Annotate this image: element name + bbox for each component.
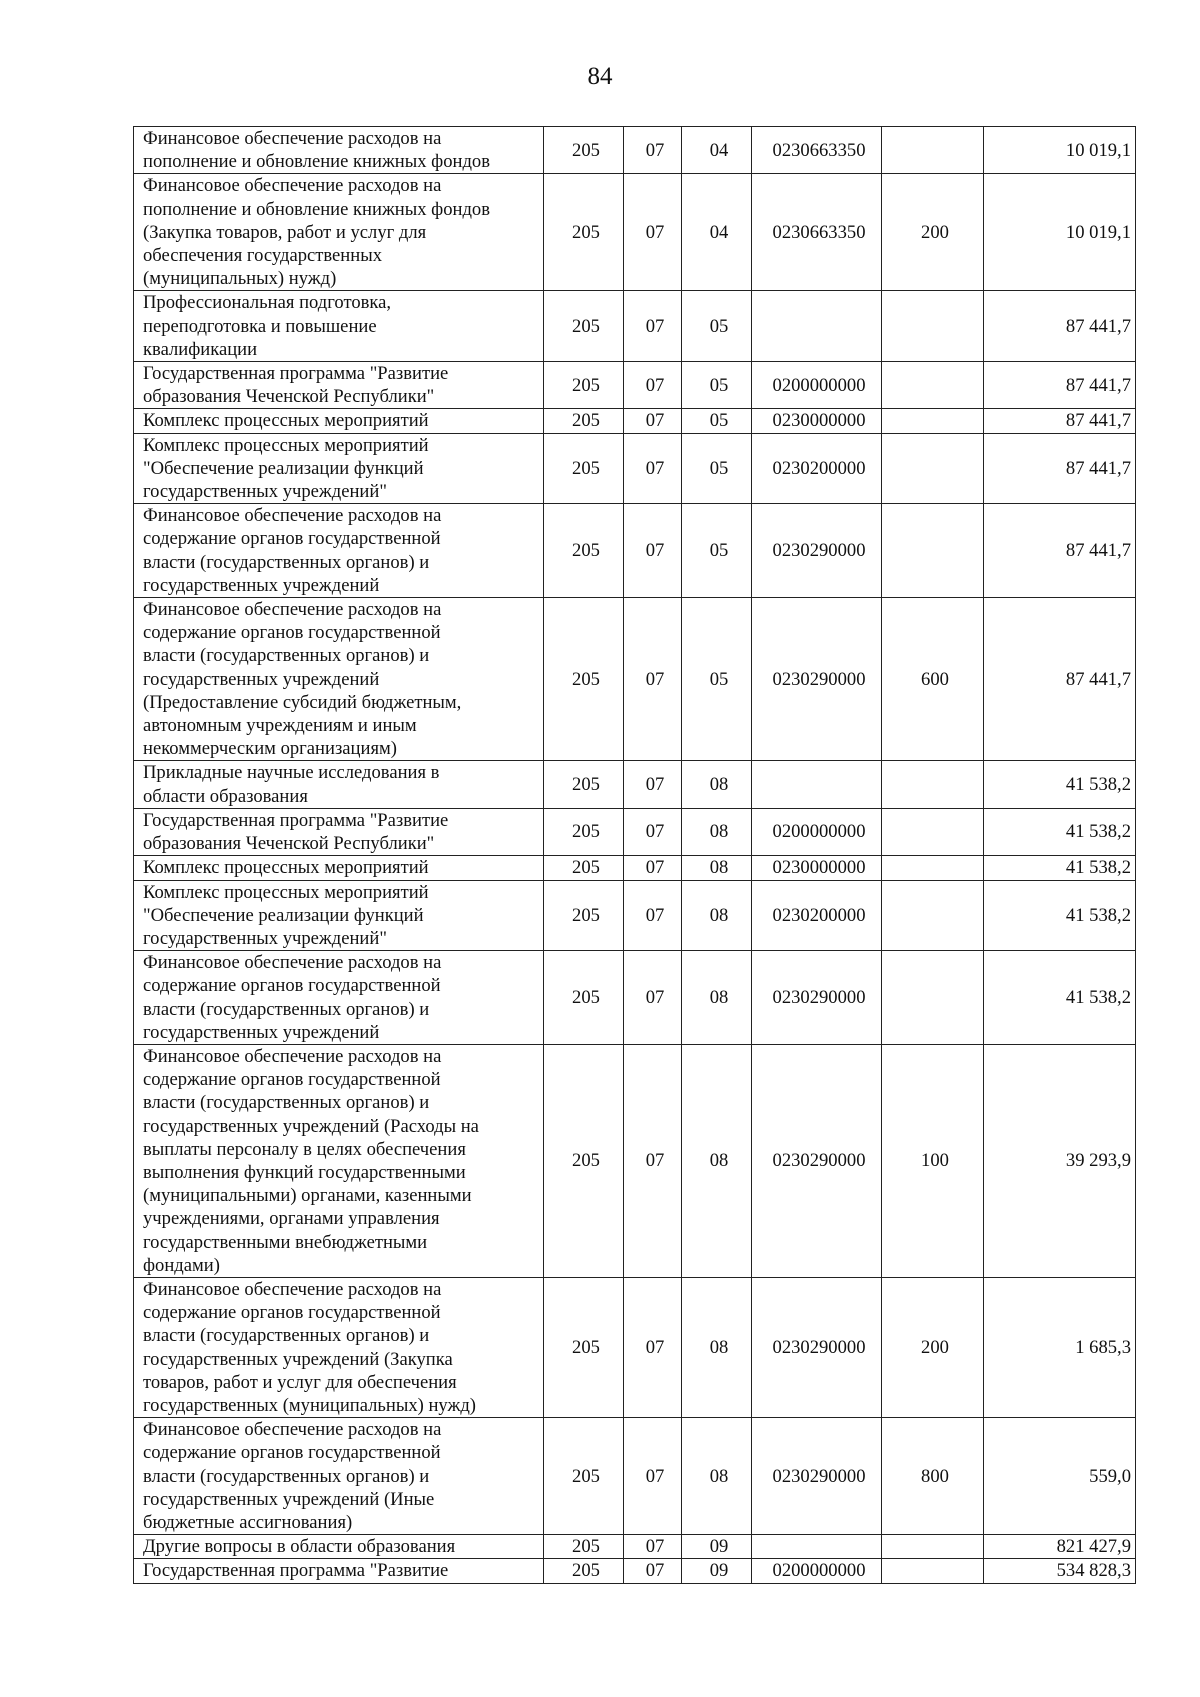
section-code: 07 bbox=[624, 174, 682, 291]
expense-name: Государственная программа "Развитие образования Чеченской Республики" bbox=[134, 808, 544, 855]
target-article-code: 0230290000 bbox=[752, 1277, 882, 1417]
target-article-code: 0200000000 bbox=[752, 1559, 882, 1583]
section-code: 07 bbox=[624, 1277, 682, 1417]
expense-type-code bbox=[882, 1535, 984, 1559]
table-row bbox=[134, 598, 1136, 761]
budget-table bbox=[133, 126, 1136, 1584]
ministry-code: 205 bbox=[544, 362, 624, 409]
subsection-code: 08 bbox=[682, 951, 752, 1045]
ministry-code: 205 bbox=[544, 433, 624, 504]
expense-name: Другие вопросы в области образования bbox=[134, 1535, 544, 1559]
target-article-code: 0230290000 bbox=[752, 1044, 882, 1277]
target-article-code: 0230200000 bbox=[752, 433, 882, 504]
subsection-code: 09 bbox=[682, 1559, 752, 1583]
table-row bbox=[134, 1418, 1136, 1535]
expense-name: Финансовое обеспечение расходов на содержание органов государственной власти (государственных органов) и государственных учреждений bbox=[134, 951, 544, 1045]
subsection-code: 08 bbox=[682, 1418, 752, 1535]
target-article-code: 0230663350 bbox=[752, 127, 882, 174]
target-article-code: 0200000000 bbox=[752, 808, 882, 855]
ministry-code: 205 bbox=[544, 409, 624, 433]
amount: 41 538,2 bbox=[984, 951, 1136, 1045]
table-row bbox=[134, 808, 1136, 855]
target-article-code bbox=[752, 291, 882, 362]
expense-name: Государственная программа "Развитие bbox=[134, 1559, 544, 1583]
table-row bbox=[134, 174, 1136, 291]
section-code: 07 bbox=[624, 856, 682, 880]
section-code: 07 bbox=[624, 433, 682, 504]
section-code: 07 bbox=[624, 1559, 682, 1583]
expense-name: Комплекс процессных мероприятий bbox=[134, 856, 544, 880]
budget-table-body bbox=[134, 127, 1136, 1584]
expense-type-code: 100 bbox=[882, 1044, 984, 1277]
amount: 87 441,7 bbox=[984, 409, 1136, 433]
amount: 41 538,2 bbox=[984, 856, 1136, 880]
ministry-code: 205 bbox=[544, 951, 624, 1045]
expense-type-code bbox=[882, 856, 984, 880]
target-article-code: 0230200000 bbox=[752, 880, 882, 951]
amount: 1 685,3 bbox=[984, 1277, 1136, 1417]
target-article-code bbox=[752, 761, 882, 808]
section-code: 07 bbox=[624, 1535, 682, 1559]
expense-type-code bbox=[882, 362, 984, 409]
amount: 821 427,9 bbox=[984, 1535, 1136, 1559]
target-article-code: 0230290000 bbox=[752, 504, 882, 598]
subsection-code: 08 bbox=[682, 856, 752, 880]
section-code: 07 bbox=[624, 1044, 682, 1277]
ministry-code: 205 bbox=[544, 1044, 624, 1277]
expense-name: Финансовое обеспечение расходов на содержание органов государственной власти (государственных органов) и государственных учреждений (Закупка товаров, работ и услуг для обеспечения государственных (муниципальных) нужд) bbox=[134, 1277, 544, 1417]
table-row bbox=[134, 1559, 1136, 1583]
ministry-code: 205 bbox=[544, 127, 624, 174]
subsection-code: 04 bbox=[682, 127, 752, 174]
target-article-code: 0230000000 bbox=[752, 409, 882, 433]
subsection-code: 05 bbox=[682, 409, 752, 433]
ministry-code: 205 bbox=[544, 291, 624, 362]
subsection-code: 05 bbox=[682, 598, 752, 761]
expense-name: Комплекс процессных мероприятий bbox=[134, 409, 544, 433]
amount: 534 828,3 bbox=[984, 1559, 1136, 1583]
expense-type-code: 800 bbox=[882, 1418, 984, 1535]
page-number: 84 bbox=[587, 63, 613, 90]
table-row bbox=[134, 1277, 1136, 1417]
amount: 41 538,2 bbox=[984, 808, 1136, 855]
amount: 41 538,2 bbox=[984, 880, 1136, 951]
target-article-code: 0230663350 bbox=[752, 174, 882, 291]
ministry-code: 205 bbox=[544, 1559, 624, 1583]
table-row bbox=[134, 880, 1136, 951]
amount: 87 441,7 bbox=[984, 433, 1136, 504]
ministry-code: 205 bbox=[544, 174, 624, 291]
amount: 559,0 bbox=[984, 1418, 1136, 1535]
ministry-code: 205 bbox=[544, 1535, 624, 1559]
expense-name: Комплекс процессных мероприятий "Обеспечение реализации функций государственных учреждений" bbox=[134, 433, 544, 504]
ministry-code: 205 bbox=[544, 1277, 624, 1417]
subsection-code: 05 bbox=[682, 291, 752, 362]
ministry-code: 205 bbox=[544, 880, 624, 951]
section-code: 07 bbox=[624, 362, 682, 409]
amount: 87 441,7 bbox=[984, 598, 1136, 761]
section-code: 07 bbox=[624, 409, 682, 433]
table-row bbox=[134, 1044, 1136, 1277]
expense-name: Финансовое обеспечение расходов на содержание органов государственной власти (государственных органов) и государственных учреждений (Предоставление субсидий бюджетным, автономным учреждениям и иным некоммерческим организациям) bbox=[134, 598, 544, 761]
expense-name: Государственная программа "Развитие образования Чеченской Республики" bbox=[134, 362, 544, 409]
table-row bbox=[134, 362, 1136, 409]
table-row bbox=[134, 504, 1136, 598]
expense-name: Финансовое обеспечение расходов на содержание органов государственной власти (государственных органов) и государственных учреждений bbox=[134, 504, 544, 598]
amount: 41 538,2 bbox=[984, 761, 1136, 808]
section-code: 07 bbox=[624, 951, 682, 1045]
subsection-code: 08 bbox=[682, 761, 752, 808]
ministry-code: 205 bbox=[544, 504, 624, 598]
section-code: 07 bbox=[624, 761, 682, 808]
subsection-code: 04 bbox=[682, 174, 752, 291]
subsection-code: 05 bbox=[682, 504, 752, 598]
expense-type-code bbox=[882, 127, 984, 174]
expense-name: Прикладные научные исследования в области образования bbox=[134, 761, 544, 808]
ministry-code: 205 bbox=[544, 598, 624, 761]
table-row bbox=[134, 127, 1136, 174]
amount: 10 019,1 bbox=[984, 127, 1136, 174]
expense-type-code: 600 bbox=[882, 598, 984, 761]
ministry-code: 205 bbox=[544, 1418, 624, 1535]
ministry-code: 205 bbox=[544, 808, 624, 855]
table-row bbox=[134, 409, 1136, 433]
ministry-code: 205 bbox=[544, 856, 624, 880]
expense-type-code bbox=[882, 409, 984, 433]
section-code: 07 bbox=[624, 127, 682, 174]
amount: 87 441,7 bbox=[984, 362, 1136, 409]
expense-name: Финансовое обеспечение расходов на пополнение и обновление книжных фондов bbox=[134, 127, 544, 174]
table-row bbox=[134, 951, 1136, 1045]
target-article-code: 0230290000 bbox=[752, 598, 882, 761]
expense-name: Профессиональная подготовка, переподготовка и повышение квалификации bbox=[134, 291, 544, 362]
expense-type-code bbox=[882, 880, 984, 951]
subsection-code: 08 bbox=[682, 1044, 752, 1277]
expense-type-code bbox=[882, 291, 984, 362]
subsection-code: 05 bbox=[682, 433, 752, 504]
expense-name: Финансовое обеспечение расходов на содержание органов государственной власти (государственных органов) и государственных учреждений (Расходы на выплаты персоналу в целях обеспечения выполнения функций государственными (муниципальными) органами, казенными учреждениями, органами управления государственными внебюджетными фондами) bbox=[134, 1044, 544, 1277]
target-article-code: 0230290000 bbox=[752, 951, 882, 1045]
table-row bbox=[134, 433, 1136, 504]
subsection-code: 08 bbox=[682, 880, 752, 951]
subsection-code: 08 bbox=[682, 808, 752, 855]
amount: 10 019,1 bbox=[984, 174, 1136, 291]
section-code: 07 bbox=[624, 1418, 682, 1535]
expense-type-code bbox=[882, 761, 984, 808]
expense-type-code: 200 bbox=[882, 1277, 984, 1417]
table-row bbox=[134, 856, 1136, 880]
amount: 87 441,7 bbox=[984, 504, 1136, 598]
expense-name: Комплекс процессных мероприятий "Обеспечение реализации функций государственных учреждений" bbox=[134, 880, 544, 951]
subsection-code: 08 bbox=[682, 1277, 752, 1417]
subsection-code: 05 bbox=[682, 362, 752, 409]
section-code: 07 bbox=[624, 598, 682, 761]
expense-type-code bbox=[882, 504, 984, 598]
expense-name: Финансовое обеспечение расходов на пополнение и обновление книжных фондов (Закупка товаров, работ и услуг для обеспечения государственных (муниципальных) нужд) bbox=[134, 174, 544, 291]
ministry-code: 205 bbox=[544, 761, 624, 808]
expense-type-code bbox=[882, 1559, 984, 1583]
expense-type-code bbox=[882, 951, 984, 1045]
amount: 87 441,7 bbox=[984, 291, 1136, 362]
section-code: 07 bbox=[624, 504, 682, 598]
section-code: 07 bbox=[624, 291, 682, 362]
subsection-code: 09 bbox=[682, 1535, 752, 1559]
section-code: 07 bbox=[624, 808, 682, 855]
target-article-code: 0230290000 bbox=[752, 1418, 882, 1535]
table-row bbox=[134, 1535, 1136, 1559]
table-row bbox=[134, 291, 1136, 362]
expense-type-code bbox=[882, 433, 984, 504]
target-article-code bbox=[752, 1535, 882, 1559]
target-article-code: 0200000000 bbox=[752, 362, 882, 409]
section-code: 07 bbox=[624, 880, 682, 951]
expense-type-code bbox=[882, 808, 984, 855]
expense-name: Финансовое обеспечение расходов на содержание органов государственной власти (государственных органов) и государственных учреждений (Иные бюджетные ассигнования) bbox=[134, 1418, 544, 1535]
amount: 39 293,9 bbox=[984, 1044, 1136, 1277]
target-article-code: 0230000000 bbox=[752, 856, 882, 880]
table-row bbox=[134, 761, 1136, 808]
expense-type-code: 200 bbox=[882, 174, 984, 291]
